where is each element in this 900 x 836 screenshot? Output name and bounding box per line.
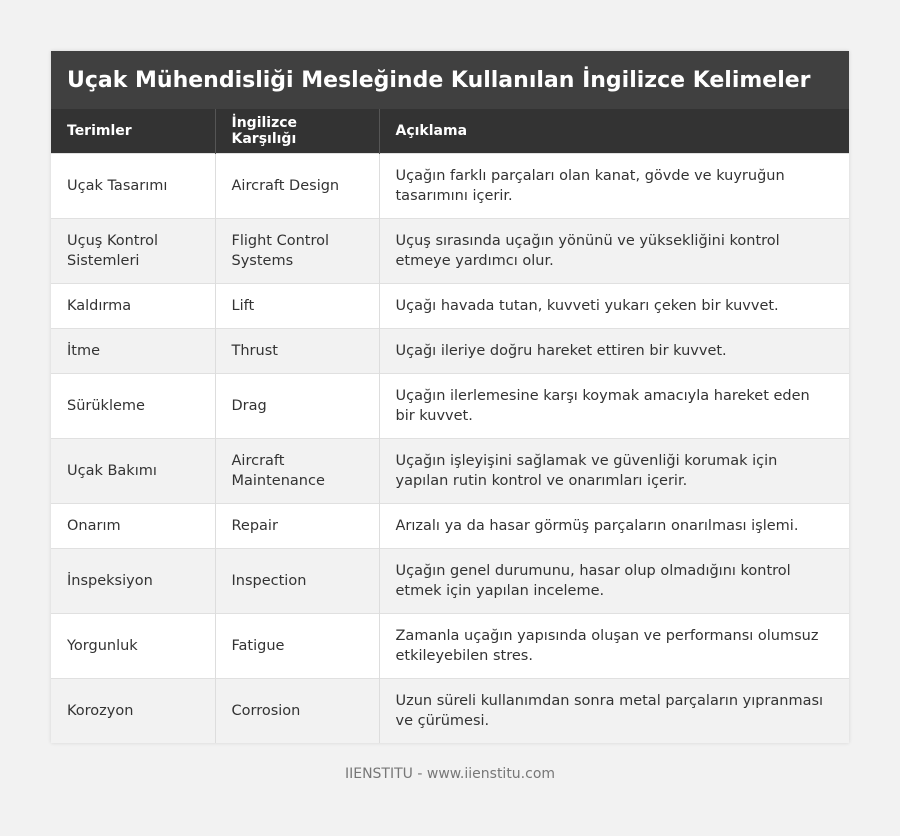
page-title: Uçak Mühendisliği Mesleğinde Kullanılan İngilizce Kelimeler: [51, 51, 849, 109]
cell-description: Zamanla uçağın yapısında oluşan ve performansı olumsuz etkileyebilen stres.: [379, 613, 849, 678]
table-row: [51, 613, 849, 678]
cell-english: Inspection: [215, 548, 379, 613]
header-terms: Terimler: [51, 109, 215, 153]
table-row: [51, 373, 849, 438]
cell-english: Flight Control Systems: [215, 218, 379, 283]
cell-description: Arızalı ya da hasar görmüş parçaların onarılması işlemi.: [379, 503, 849, 548]
cell-term: Uçak Tasarımı: [51, 153, 215, 218]
cell-term: Uçuş Kontrol Sistemleri: [51, 218, 215, 283]
cell-english: Drag: [215, 373, 379, 438]
cell-description: Uçağın işleyişini sağlamak ve güvenliği korumak için yapılan rutin kontrol ve onarımları içerir.: [379, 438, 849, 503]
table-row: [51, 328, 849, 373]
glossary-table: [51, 109, 849, 743]
cell-term: Yorgunluk: [51, 613, 215, 678]
cell-english: Thrust: [215, 328, 379, 373]
table-row: [51, 283, 849, 328]
cell-description: Uzun süreli kullanımdan sonra metal parçaların yıpranması ve çürümesi.: [379, 678, 849, 743]
table-row: [51, 218, 849, 283]
cell-term: Kaldırma: [51, 283, 215, 328]
cell-description: Uçağı havada tutan, kuvveti yukarı çeken bir kuvvet.: [379, 283, 849, 328]
cell-description: Uçağı ileriye doğru hareket ettiren bir kuvvet.: [379, 328, 849, 373]
table-row: [51, 438, 849, 503]
cell-term: Korozyon: [51, 678, 215, 743]
header-english: İngilizce Karşılığı: [215, 109, 379, 153]
cell-term: Sürükleme: [51, 373, 215, 438]
cell-description: Uçağın ilerlemesine karşı koymak amacıyla hareket eden bir kuvvet.: [379, 373, 849, 438]
cell-term: Onarım: [51, 503, 215, 548]
cell-english: Fatigue: [215, 613, 379, 678]
cell-term: Uçak Bakımı: [51, 438, 215, 503]
table-row: [51, 678, 849, 743]
table-row: [51, 548, 849, 613]
glossary-card: [51, 51, 849, 743]
cell-term: İnspeksiyon: [51, 548, 215, 613]
cell-english: Lift: [215, 283, 379, 328]
header-description: Açıklama: [395, 122, 468, 139]
table-row: [51, 153, 849, 218]
table-row: [51, 503, 849, 548]
cell-english: Aircraft Design: [215, 153, 379, 218]
cell-description: Uçuş sırasında uçağın yönünü ve yüksekliğini kontrol etmeye yardımcı olur.: [379, 218, 849, 283]
cell-english: Repair: [215, 503, 379, 548]
cell-description: Uçağın genel durumunu, hasar olup olmadığını kontrol etmek için yapılan inceleme.: [379, 548, 849, 613]
cell-english: Aircraft Maintenance: [215, 438, 379, 503]
footer-credit: IIENSTITU - www.iienstitu.com: [344, 766, 556, 782]
cell-term: İtme: [51, 328, 215, 373]
cell-english: Corrosion: [215, 678, 379, 743]
table-header-row: [51, 109, 849, 153]
cell-description: Uçağın farklı parçaları olan kanat, gövde ve kuyruğun tasarımını içerir.: [379, 153, 849, 218]
